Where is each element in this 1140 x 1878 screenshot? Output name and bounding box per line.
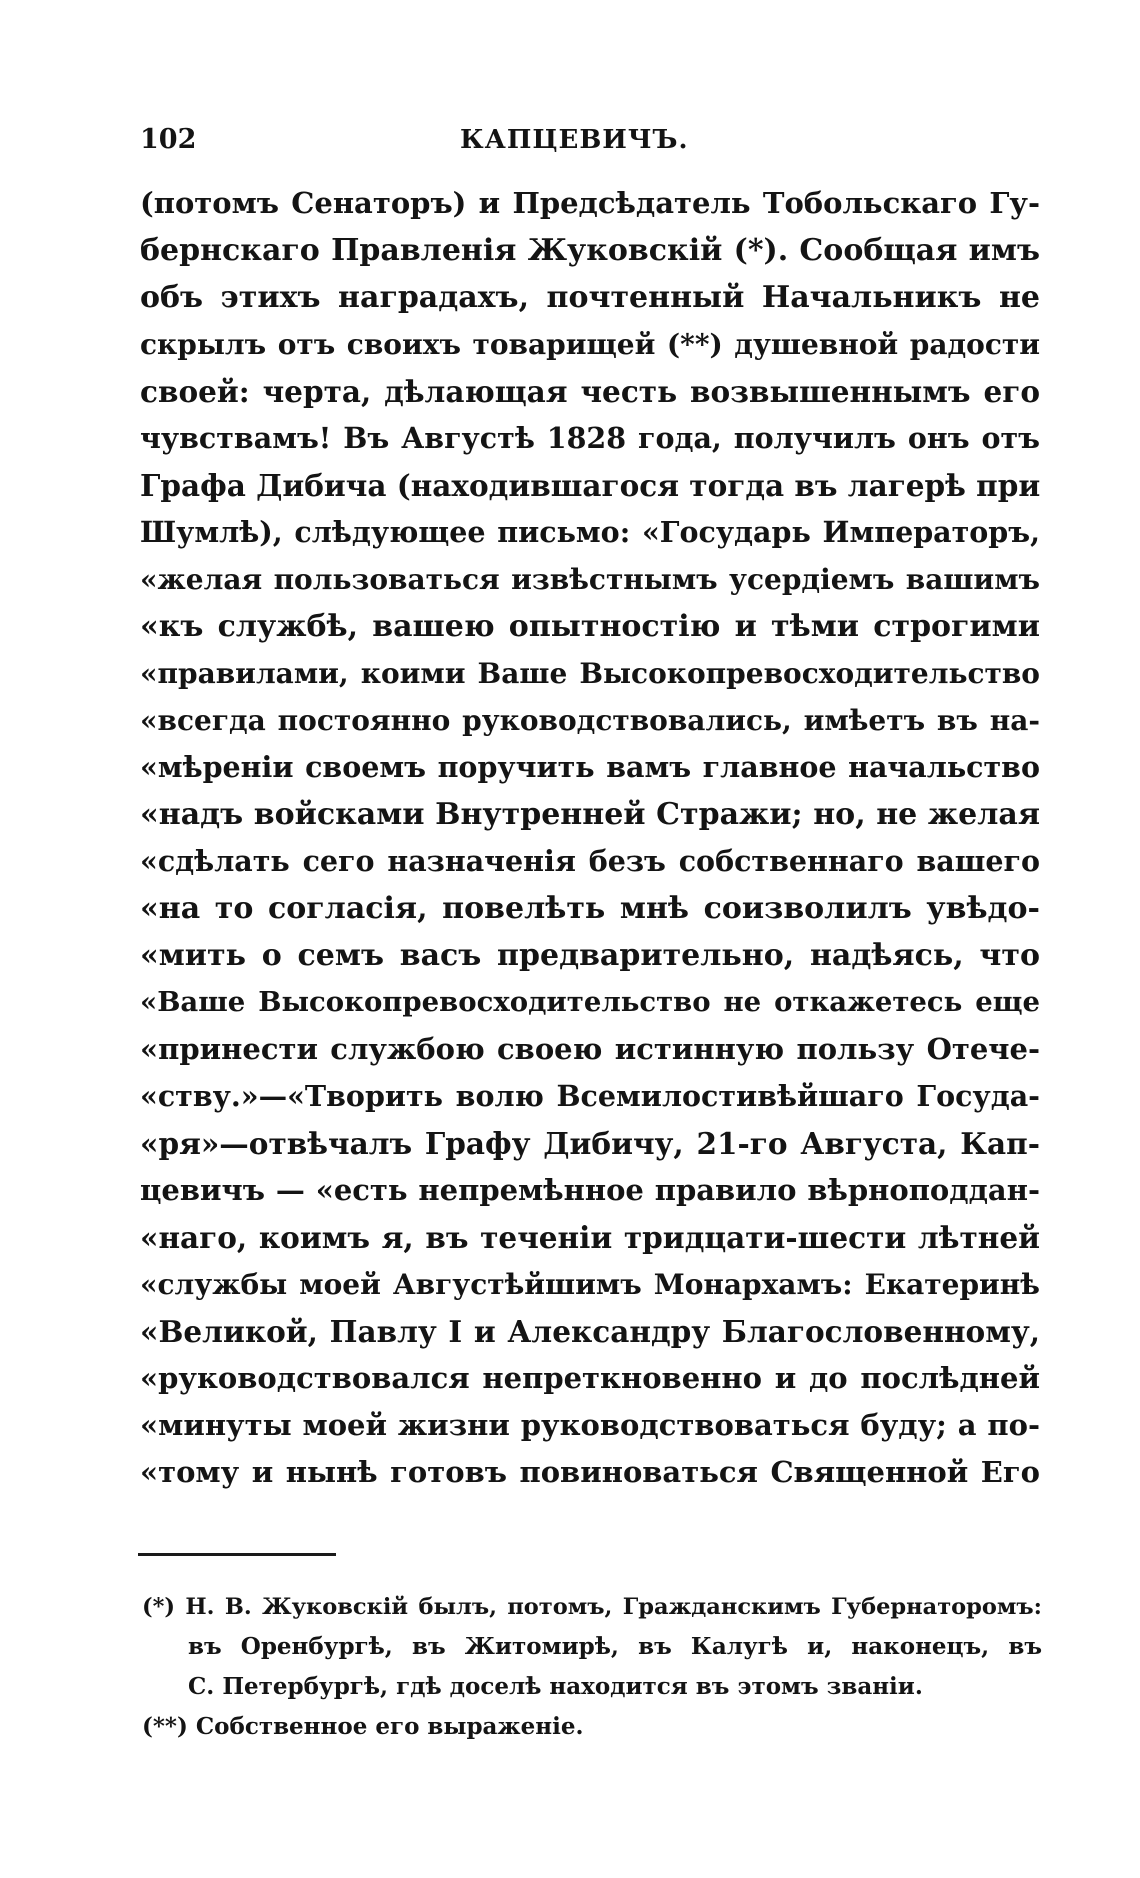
footnote-divider (138, 1553, 336, 1556)
text-line: «желая пользоваться извѣстнымъ усердіемъ вашимъ (140, 563, 1040, 596)
text-line: скрылъ отъ своихъ товарищей (**) душевной радости (140, 328, 1040, 361)
text-line: бернскаго Правленія Жуковскій (*). Сообщая имъ (140, 233, 1040, 268)
text-line: своей: черта, дѣлающая честь возвышеннымъ его (140, 374, 1040, 409)
text-line: «мить о семъ васъ предварительно, надѣясь, что (140, 938, 1040, 973)
text-line: объ этихъ наградахъ, почтенный Начальникъ не (140, 280, 1040, 315)
text-line: «Ваше Высокопревосходительство не откажетесь еще (140, 986, 1040, 1018)
text-line: цевичъ — «есть непремѣнное правило вѣрноподдан- (140, 1173, 1040, 1207)
text-line: «Великой, Павлу I и Александру Благословенному, (140, 1314, 1040, 1349)
text-line: «надъ войсками Внутренней Стражи; но, не желая (140, 797, 1040, 832)
text-line: «наго, коимъ я, въ теченіи тридцати-шести лѣтней (140, 1220, 1040, 1255)
footnote-line: въ Оренбургѣ, въ Житомирѣ, въ Калугѣ и, наконецъ, въ (188, 1633, 1042, 1660)
text-line: «всегда постоянно руководствовались, имѣетъ въ на- (140, 704, 1040, 737)
body-text (140, 180, 1040, 1496)
text-line: «принести службою своею истинную пользу Отече- (140, 1032, 1040, 1066)
footnote-line: (*) Н. В. Жуковскій былъ, потомъ, Гражданскимъ Губернаторомъ: (142, 1594, 1042, 1620)
text-line: «тому и нынѣ готовъ повиноваться Священной Его (140, 1455, 1040, 1489)
text-line: «на то согласія, повелѣть мнѣ соизволилъ увѣдо- (140, 891, 1040, 926)
text-line: «мѣреніи своемъ поручить вамъ главное начальство (140, 750, 1040, 784)
text-line: Графа Дибича (находившагося тогда въ лагерѣ при (140, 468, 1040, 503)
text-line: «къ службѣ, вашею опытностію и тѣми строгими (140, 609, 1040, 644)
text-line: Шумлѣ), слѣдующее письмо: «Государь Императоръ, (140, 515, 1040, 549)
text-line: «ству.»—«Творить волю Всемилостивѣйшаго Госуда- (140, 1079, 1040, 1113)
footnote-line: С. Петербургѣ, гдѣ доселѣ находится въ этомъ званіи. (188, 1673, 923, 1700)
running-head: КАПЦЕВИЧЪ. (460, 125, 689, 155)
text-line: «службы моей Августѣйшимъ Монархамъ: Екатеринѣ (140, 1268, 1040, 1301)
text-line: «ря»—отвѣчалъ Графу Дибичу, 21-го Августа, Кап- (140, 1126, 1040, 1161)
text-line: «минуты моей жизни руководствоваться буду; а по- (140, 1408, 1040, 1442)
footnote-line: (**) Собственное его выраженіе. (142, 1713, 584, 1740)
text-line: (потомъ Сенаторъ) и Предсѣдатель Тобольскаго Гу- (140, 186, 1040, 220)
text-line: «правилами, коими Ваше Высокопревосходительство (140, 657, 1040, 690)
page-number: 102 (140, 124, 197, 155)
text-line: «сдѣлать сего назначенія безъ собственнаго вашего (140, 844, 1040, 878)
footnotes (142, 1587, 1042, 1747)
text-line: «руководствовался непреткновенно и до послѣдней (140, 1361, 1040, 1395)
text-line: чувствамъ! Въ Августѣ 1828 года, получилъ онъ отъ (140, 421, 1040, 455)
